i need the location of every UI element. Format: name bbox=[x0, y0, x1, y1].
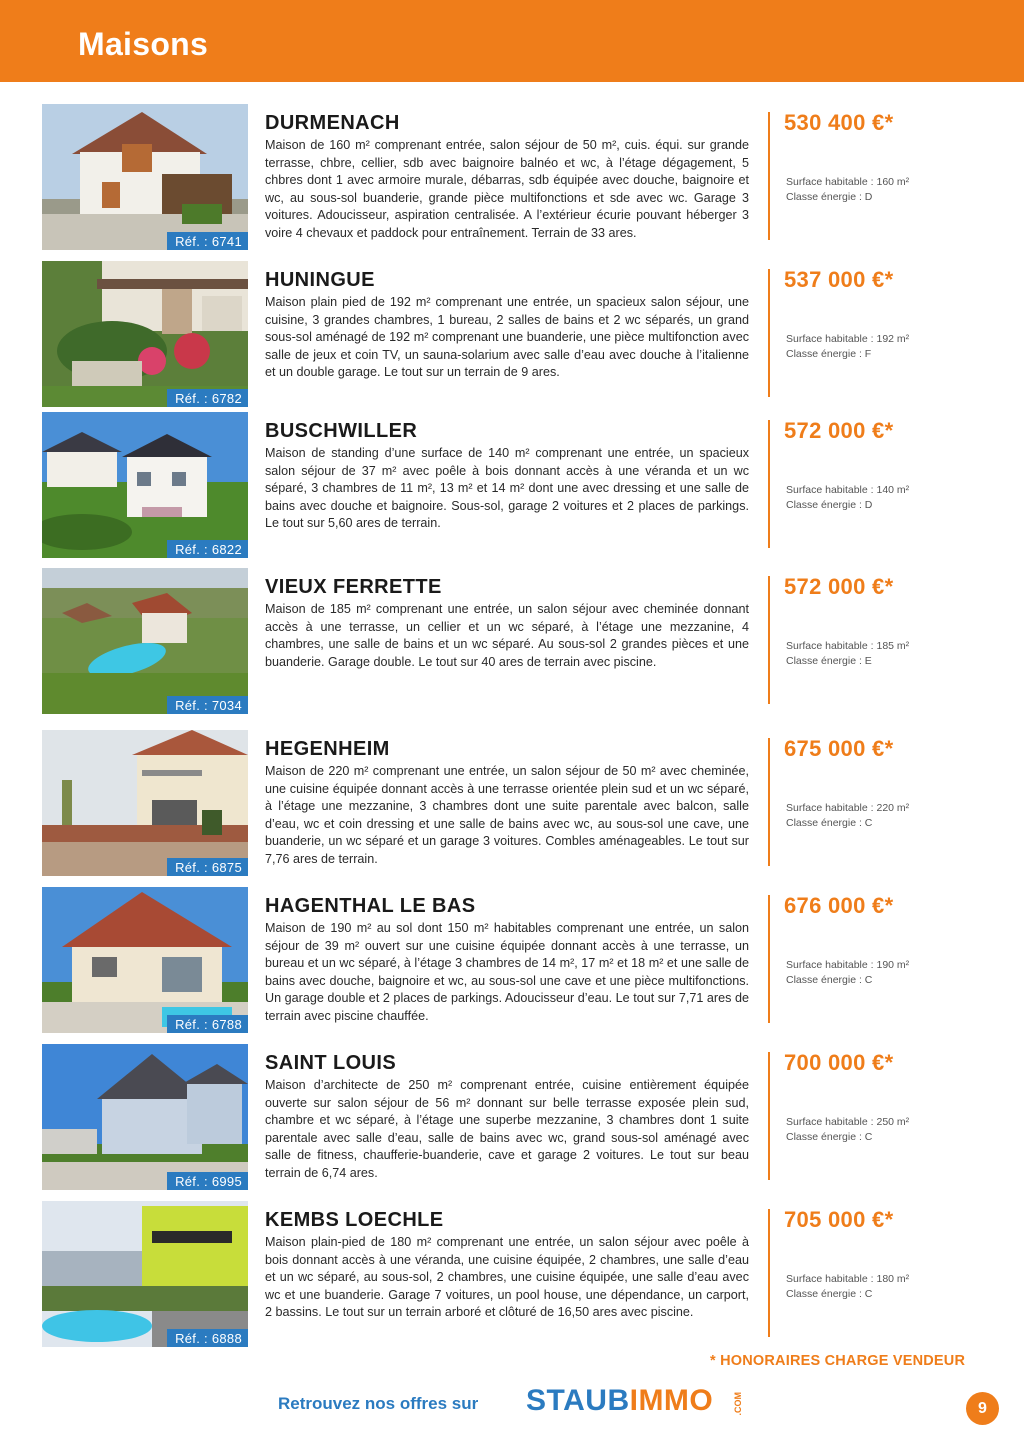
staubimmo-logo-link[interactable] bbox=[526, 1384, 713, 1418]
listing-price: 700 000 €* bbox=[784, 1050, 894, 1075]
logo-part-staub: STAUB bbox=[526, 1384, 630, 1417]
property-photo bbox=[42, 887, 248, 1033]
surface-habitable: Surface habitable : 180 m² bbox=[786, 1273, 910, 1285]
footer-text: Retrouvez nos offres sur bbox=[278, 1394, 479, 1413]
listing-description: Maison d’architecte de 250 m² comprenant entrée, cuisine entièrement équipée ouverte sur salon séjour de 56 m² donnant sur belle terrasse exposée plein sud, chambre et wc séparé, à l’étage une superbe mezzanine, 3 chambres dont 1 suite parentale avec salle d’eau, salle de bains avec wc, grand sous-sol aménagé avec salle de fitness, chaufferie-buanderie, cave et garage 2 voitures. Le tout sur beau terrain de 6,74 ares. bbox=[265, 1078, 749, 1180]
listing-town: HUNINGUE bbox=[265, 269, 375, 291]
listing-info bbox=[786, 175, 909, 205]
house-photo-6 bbox=[42, 887, 248, 1033]
listing-vieux-ferrette bbox=[0, 568, 1024, 714]
listing-description: Maison de 190 m² au sol dont 150 m² habitables comprenant une entrée, un salon séjour de 39 m² ouvert sur une cuisine équipée donnant accès à une terrasse, un bureau et un wc séparé, à l’étage 3 chambres de 14 m², 17 m² et 18 m² et une salle de bains avec douche, baignoire et wc, au sous-sol une cave et une pièce multifonctions. Un garage double et 2 places de parkings. Adoucisseur d’eau. Le tout sur 7,71 ares de terrain avec piscine chauffée. bbox=[265, 921, 749, 1023]
house-photo-7 bbox=[42, 1044, 248, 1190]
page-header bbox=[0, 0, 1024, 82]
listing-info bbox=[786, 639, 909, 669]
listing-town: SAINT LOUIS bbox=[265, 1052, 397, 1074]
reference-number: Réf. : 6741 bbox=[167, 232, 248, 250]
listing-hagenthal-le-bas bbox=[0, 887, 1024, 1033]
listing-description: Maison plain-pied de 180 m² comprenant une entrée, un salon séjour avec poêle à bois donnant accès à une véranda, une cuisine équipée, 2 chambres, une salle d’eau et un wc séparé, au sous-sol, 2 chambres, une cuisine équipée, une salle d’eau avec wc et une buanderie. Garage 7 voitures, un pool house, une dépendance, un carport, 2 bassins. Le tout sur un terrain arboré et clôturé de 16,50 ares avec piscine. bbox=[265, 1235, 749, 1319]
reference-number: Réf. : 6995 bbox=[167, 1172, 248, 1190]
listing-huningue bbox=[0, 261, 1024, 407]
property-photo bbox=[42, 412, 248, 558]
divider bbox=[768, 269, 770, 397]
logo-suffix-com: .COM bbox=[733, 1392, 743, 1416]
energy-class: Classe énergie : C bbox=[786, 1288, 873, 1300]
energy-class: Classe énergie : C bbox=[786, 1131, 873, 1143]
listing-description: Maison de 220 m² comprenant une entrée, un salon séjour de 50 m² avec cheminée, une cuisine équipée donnant accès à une terrasse orientée plein sud et un wc séparé, à l’étage une mezzanine, 3 chambres dont une suite parentale avec balcon, salle d’eau, wc et coin dressing et une salle de bains avec wc, au sous-sol une cave, une buanderie, un wc séparé et un garage 3 voitures. Combles aménageables. Le tout sur 7,76 ares de terrain. bbox=[265, 764, 749, 866]
house-photo-3 bbox=[42, 412, 248, 558]
house-photo-5 bbox=[42, 730, 248, 876]
listing-info bbox=[786, 1115, 909, 1145]
listing-town: DURMENACH bbox=[265, 112, 400, 134]
listing-town: HAGENTHAL LE BAS bbox=[265, 895, 476, 917]
divider bbox=[768, 112, 770, 240]
page-title: Maisons bbox=[78, 26, 209, 62]
property-photo bbox=[42, 568, 248, 714]
surface-habitable: Surface habitable : 220 m² bbox=[786, 802, 910, 814]
listing-info bbox=[786, 483, 909, 513]
energy-class: Classe énergie : F bbox=[786, 348, 872, 360]
house-photo-2 bbox=[42, 261, 248, 407]
listing-town: KEMBS LOECHLE bbox=[265, 1209, 444, 1231]
reference-number: Réf. : 6822 bbox=[167, 540, 248, 558]
divider bbox=[768, 576, 770, 704]
divider bbox=[768, 1209, 770, 1337]
surface-habitable: Surface habitable : 250 m² bbox=[786, 1116, 910, 1128]
listing-price: 705 000 €* bbox=[784, 1207, 894, 1232]
listing-hegenheim bbox=[0, 730, 1024, 876]
divider bbox=[768, 895, 770, 1023]
surface-habitable: Surface habitable : 192 m² bbox=[786, 333, 910, 345]
property-photo bbox=[42, 1044, 248, 1190]
listing-description: Maison de 160 m² comprenant entrée, salon séjour de 50 m², cuis. équi. sur grande terrasse, chbre, cellier, sdb avec baignoire balnéo et wc, à l’étage dégagement, 5 chbres dont 1 avec armoire murale, débarras, sdb équipée avec douche, baignoire et wc, au sous-sol buanderie, grande pièce multifonctions et sde avec wc. Garage 3 voitures. Adoucisseur, aspiration centralisée. A l’extérieur écurie pouvant héberger 3 voire 4 chevaux et paddock pour entraînement. Terrain de 33 ares. bbox=[265, 138, 749, 240]
property-photo bbox=[42, 261, 248, 407]
surface-habitable: Surface habitable : 185 m² bbox=[786, 640, 910, 652]
listing-town: HEGENHEIM bbox=[265, 738, 390, 760]
house-photo-4 bbox=[42, 568, 248, 714]
reference-number: Réf. : 6782 bbox=[167, 389, 248, 407]
house-photo-8 bbox=[42, 1201, 248, 1347]
energy-class: Classe énergie : E bbox=[786, 655, 872, 667]
divider bbox=[768, 1052, 770, 1180]
listing-info bbox=[786, 1272, 909, 1302]
reference-number: Réf. : 6875 bbox=[167, 858, 248, 876]
property-photo bbox=[42, 1201, 248, 1347]
logo-part-immo: IMMO bbox=[629, 1384, 714, 1417]
energy-class: Classe énergie : C bbox=[786, 817, 873, 829]
listing-saint-louis bbox=[0, 1044, 1024, 1190]
listing-info bbox=[786, 332, 909, 362]
energy-class: Classe énergie : D bbox=[786, 191, 873, 203]
listing-durmenach bbox=[0, 104, 1024, 250]
listing-buschwiller bbox=[0, 412, 1024, 558]
surface-habitable: Surface habitable : 190 m² bbox=[786, 959, 910, 971]
listing-description: Maison de standing d’une surface de 140 m² comprenant une entrée, un spacieux salon séjour de 37 m² avec poêle à bois donnant accès à une véranda et un wc séparé, 3 chambres de 11 m², 13 m² et 14 m² dont une avec dressing et une salle de bains avec douche et baignoire. Sous-sol, garage 2 voitures et 2 places de parkings. Le tout sur 5,60 ares de terrain. bbox=[265, 446, 749, 530]
fees-footnote: * HONORAIRES CHARGE VENDEUR bbox=[710, 1353, 966, 1369]
page-number: 9 bbox=[966, 1392, 999, 1425]
listing-price: 572 000 €* bbox=[784, 418, 894, 443]
listing-info bbox=[786, 958, 909, 988]
surface-habitable: Surface habitable : 140 m² bbox=[786, 484, 910, 496]
reference-number: Réf. : 6888 bbox=[167, 1329, 248, 1347]
listing-info bbox=[786, 801, 909, 831]
surface-habitable: Surface habitable : 160 m² bbox=[786, 176, 910, 188]
reference-number: Réf. : 6788 bbox=[167, 1015, 248, 1033]
energy-class: Classe énergie : C bbox=[786, 974, 873, 986]
listing-description: Maison plain pied de 192 m² comprenant une entrée, un spacieux salon séjour, une cuisine, 3 grandes chambres, 1 bureau, 2 salles de bains et 2 wc séparés, un grand sous-sol aménagé de 192 m² comprenant une buanderie, une pièce multifonction avec salle de jeux et coin TV, un sauna-solarium avec salle d’eau avec douche à l’italienne et un double garage. Le tout sur un terrain de 9 ares. bbox=[265, 295, 749, 379]
listing-price: 676 000 €* bbox=[784, 893, 894, 918]
listing-kembs-loechle bbox=[0, 1201, 1024, 1347]
listing-town: VIEUX FERRETTE bbox=[265, 576, 442, 598]
property-photo bbox=[42, 104, 248, 250]
listing-town: BUSCHWILLER bbox=[265, 420, 418, 442]
listing-price: 675 000 €* bbox=[784, 736, 894, 761]
house-photo-1 bbox=[42, 104, 248, 250]
listing-description: Maison de 185 m² comprenant une entrée, un salon séjour avec cheminée donnant accès à une terrasse, un cellier et un wc séparé, à l’étage une mezzanine, 4 chambres, une salle de bains et un wc séparé. Au sous-sol 2 grandes pièces et une buanderie. Garage double. Le tout sur 40 ares de terrain avec piscine. bbox=[265, 602, 749, 669]
divider bbox=[768, 738, 770, 866]
reference-number: Réf. : 7034 bbox=[167, 696, 248, 714]
divider bbox=[768, 420, 770, 548]
listing-price: 530 400 €* bbox=[784, 110, 894, 135]
listing-price: 572 000 €* bbox=[784, 574, 894, 599]
listing-price: 537 000 €* bbox=[784, 267, 894, 292]
energy-class: Classe énergie : D bbox=[786, 499, 873, 511]
property-photo bbox=[42, 730, 248, 876]
